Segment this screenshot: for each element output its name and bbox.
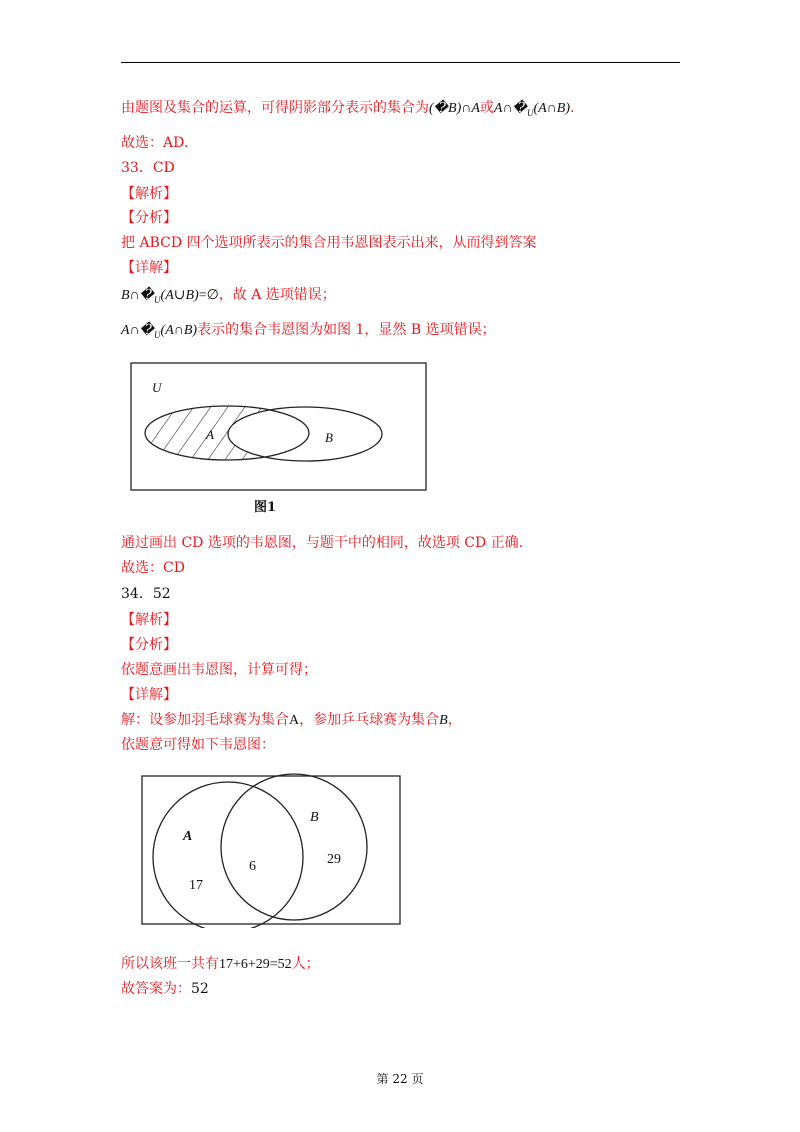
set-a-label: A bbox=[206, 427, 214, 442]
section-fenxi-34: 【分析】 bbox=[121, 637, 177, 653]
set-b-label-2: B bbox=[310, 810, 319, 825]
line-final-answer: 故答案为：52 bbox=[121, 981, 209, 997]
line-solution-intro: 由题图及集合的运算，可得阴影部分表示的集合为(�B)∩A或$A\cap�_U(A\cap B)$. bbox=[121, 100, 575, 118]
line-set-definitions: 解：设参加羽毛球赛为集合A，参加乒乓球赛为集合B， bbox=[121, 712, 462, 728]
section-xiangjie: 【详解】 bbox=[121, 260, 177, 276]
section-fenxi: 【分析】 bbox=[121, 210, 177, 226]
intersection-count: 6 bbox=[249, 859, 256, 874]
set-a-circle bbox=[153, 782, 303, 928]
universe-label: U bbox=[152, 380, 162, 395]
shaded-region bbox=[125, 358, 430, 498]
line-answer-32: 故选：AD. bbox=[121, 135, 189, 151]
a-only-count: 17 bbox=[189, 878, 203, 893]
line-option-b: $A\cap�_U(A\cap B)$表示的集合韦恩图为如图 1，显然 B 选项错误； bbox=[121, 322, 496, 340]
figure-1-caption: 图1 bbox=[254, 500, 277, 515]
line-answer-33: 故选：CD bbox=[121, 560, 185, 576]
header-rule bbox=[121, 62, 680, 63]
analysis-text-34: 依题意画出韦恩图，计算可得； bbox=[121, 662, 317, 678]
set-b-label: B bbox=[325, 430, 333, 445]
question-34-number: 34．52 bbox=[121, 586, 171, 602]
line-option-a: $B\cap�_U(A\cup B)=\emptyset$，故 A 选项错误； bbox=[121, 287, 336, 305]
set-a-label-2: A bbox=[183, 829, 193, 844]
b-only-count: 29 bbox=[327, 852, 341, 867]
section-xiangjie-34: 【详解】 bbox=[121, 687, 177, 703]
question-33-number: 33．CD bbox=[121, 160, 175, 176]
set-b-circle bbox=[221, 774, 367, 920]
line-total-sum: 所以该班一共有17+6+29=52人； bbox=[121, 956, 320, 972]
venn-figure-2 bbox=[138, 772, 404, 928]
section-jiexi-34: 【解析】 bbox=[121, 612, 177, 628]
conclusion-text-33: 通过画出 CD 选项的韦恩图，与题干中的相同，故选项 CD 正确. bbox=[121, 535, 524, 551]
line-venn-intro: 依题意可得如下韦恩图： bbox=[121, 737, 275, 753]
analysis-text-33: 把 ABCD 四个选项所表示的集合用韦恩图表示出来，从而得到答案 bbox=[121, 235, 537, 251]
page-number-footer: 第 22 页 bbox=[376, 1072, 424, 1086]
section-jiexi: 【解析】 bbox=[121, 186, 177, 202]
venn-figure-1 bbox=[125, 358, 430, 498]
